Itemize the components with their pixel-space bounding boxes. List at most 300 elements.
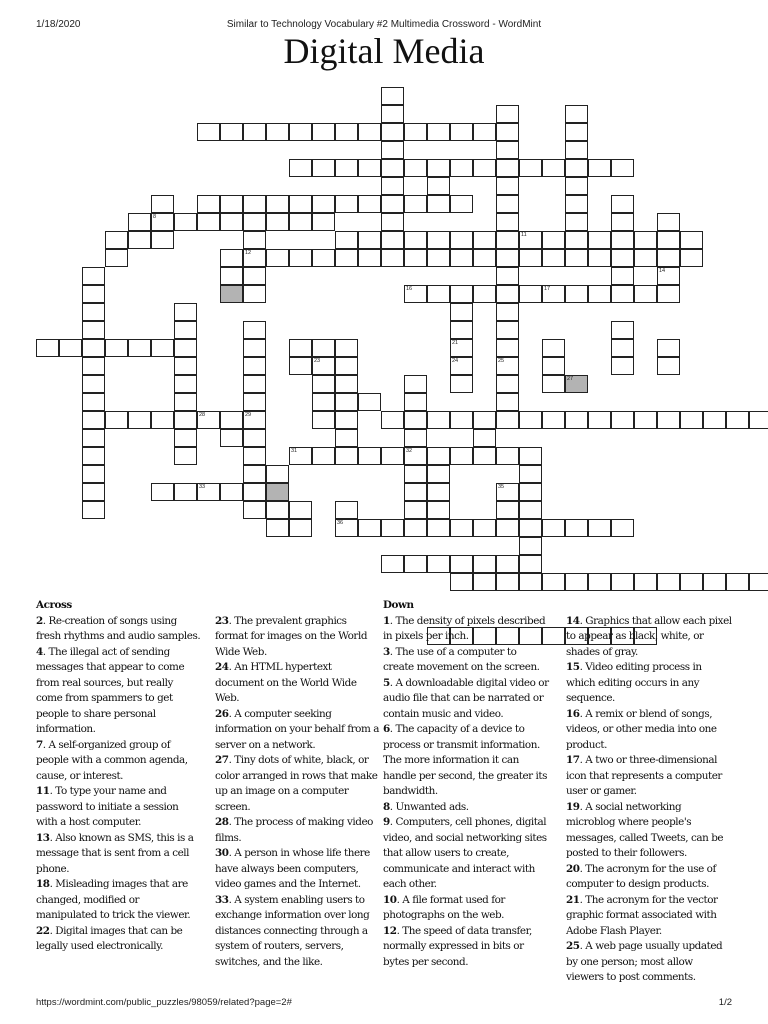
- crossword-cell[interactable]: [657, 285, 680, 303]
- crossword-cell[interactable]: [266, 249, 289, 267]
- crossword-cell[interactable]: [634, 573, 657, 591]
- crossword-cell[interactable]: [611, 519, 634, 537]
- crossword-cell[interactable]: [197, 195, 220, 213]
- crossword-cell[interactable]: [197, 483, 220, 501]
- crossword-cell[interactable]: [634, 249, 657, 267]
- crossword-cell[interactable]: [335, 393, 358, 411]
- crossword-cell[interactable]: [82, 501, 105, 519]
- crossword-cell[interactable]: [335, 357, 358, 375]
- crossword-cell[interactable]: [243, 411, 266, 429]
- crossword-cell[interactable]: [657, 231, 680, 249]
- crossword-cell[interactable]: [450, 123, 473, 141]
- crossword-cell[interactable]: [289, 123, 312, 141]
- crossword-cell[interactable]: [404, 483, 427, 501]
- crossword-cell[interactable]: [266, 501, 289, 519]
- crossword-cell[interactable]: [427, 483, 450, 501]
- crossword-cell[interactable]: [335, 195, 358, 213]
- crossword-cell[interactable]: [243, 249, 266, 267]
- crossword-cell[interactable]: [542, 519, 565, 537]
- crossword-cell[interactable]: [565, 411, 588, 429]
- crossword-cell[interactable]: [496, 231, 519, 249]
- crossword-cell[interactable]: [749, 573, 768, 591]
- crossword-cell[interactable]: [611, 321, 634, 339]
- crossword-cell[interactable]: [243, 429, 266, 447]
- crossword-cell[interactable]: [519, 483, 542, 501]
- crossword-cell[interactable]: [381, 231, 404, 249]
- crossword-cell[interactable]: [335, 501, 358, 519]
- crossword-cell[interactable]: [289, 195, 312, 213]
- crossword-cell[interactable]: [381, 141, 404, 159]
- crossword-cell[interactable]: [450, 231, 473, 249]
- crossword-cell[interactable]: [335, 429, 358, 447]
- crossword-cell[interactable]: [243, 285, 266, 303]
- crossword-cell[interactable]: [105, 231, 128, 249]
- crossword-cell[interactable]: [289, 159, 312, 177]
- crossword-cell[interactable]: [105, 339, 128, 357]
- crossword-cell[interactable]: [151, 411, 174, 429]
- crossword-cell[interactable]: [565, 213, 588, 231]
- crossword-cell[interactable]: [289, 519, 312, 537]
- crossword-cell[interactable]: [427, 285, 450, 303]
- crossword-cell[interactable]: [749, 411, 768, 429]
- crossword-cell[interactable]: [519, 555, 542, 573]
- crossword-cell[interactable]: [703, 573, 726, 591]
- crossword-cell[interactable]: [496, 555, 519, 573]
- crossword-cell[interactable]: [496, 339, 519, 357]
- crossword-cell[interactable]: [427, 555, 450, 573]
- crossword-cell[interactable]: [312, 249, 335, 267]
- crossword-cell[interactable]: [588, 411, 611, 429]
- crossword-cell[interactable]: [312, 195, 335, 213]
- crossword-cell[interactable]: [473, 573, 496, 591]
- crossword-cell[interactable]: [404, 249, 427, 267]
- crossword-cell[interactable]: [174, 411, 197, 429]
- crossword-cell[interactable]: [82, 429, 105, 447]
- crossword-cell[interactable]: [335, 159, 358, 177]
- crossword-cell[interactable]: [542, 159, 565, 177]
- crossword-cell[interactable]: [59, 339, 82, 357]
- crossword-cell[interactable]: [128, 411, 151, 429]
- crossword-cell[interactable]: [450, 375, 473, 393]
- crossword-cell[interactable]: [358, 159, 381, 177]
- crossword-cell[interactable]: [496, 177, 519, 195]
- crossword-cell[interactable]: [243, 195, 266, 213]
- crossword-cell[interactable]: [611, 573, 634, 591]
- down-clues-col2: [566, 598, 732, 986]
- crossword-cell[interactable]: [404, 285, 427, 303]
- crossword-cell[interactable]: [565, 123, 588, 141]
- crossword-cell[interactable]: [82, 375, 105, 393]
- crossword-cell[interactable]: [243, 267, 266, 285]
- crossword-cell[interactable]: [496, 519, 519, 537]
- crossword-cell[interactable]: [335, 249, 358, 267]
- crossword-cell[interactable]: [542, 339, 565, 357]
- crossword-cell[interactable]: [611, 195, 634, 213]
- crossword-cell[interactable]: [473, 231, 496, 249]
- crossword-cell[interactable]: [473, 123, 496, 141]
- crossword-cell[interactable]: [588, 159, 611, 177]
- crossword-cell[interactable]: [82, 447, 105, 465]
- crossword-cell[interactable]: [519, 519, 542, 537]
- crossword-cell[interactable]: [450, 195, 473, 213]
- crossword-cell[interactable]: [427, 177, 450, 195]
- crossword-cell[interactable]: [519, 573, 542, 591]
- crossword-cell[interactable]: [496, 123, 519, 141]
- crossword-cell[interactable]: [450, 339, 473, 357]
- crossword-cell[interactable]: [312, 357, 335, 375]
- crossword-cell[interactable]: [381, 177, 404, 195]
- crossword-cell[interactable]: [381, 249, 404, 267]
- crossword-cell[interactable]: [657, 339, 680, 357]
- crossword-cell[interactable]: [174, 429, 197, 447]
- crossword-cell[interactable]: [588, 519, 611, 537]
- crossword-cell[interactable]: [243, 357, 266, 375]
- crossword-cell[interactable]: [82, 483, 105, 501]
- crossword-cell[interactable]: [289, 213, 312, 231]
- crossword-cell[interactable]: [519, 249, 542, 267]
- crossword-cell[interactable]: [312, 393, 335, 411]
- crossword-cell[interactable]: [450, 411, 473, 429]
- crossword-cell[interactable]: [381, 105, 404, 123]
- crossword-cell[interactable]: [565, 195, 588, 213]
- crossword-cell[interactable]: [174, 213, 197, 231]
- crossword-cell[interactable]: [243, 393, 266, 411]
- crossword-cell[interactable]: [220, 483, 243, 501]
- crossword-cell[interactable]: [335, 447, 358, 465]
- crossword-cell[interactable]: [450, 285, 473, 303]
- crossword-cell[interactable]: [473, 519, 496, 537]
- crossword-cell[interactable]: [243, 375, 266, 393]
- crossword-cell[interactable]: [565, 105, 588, 123]
- crossword-cell[interactable]: [312, 123, 335, 141]
- crossword-cell[interactable]: [473, 159, 496, 177]
- crossword-cell[interactable]: [243, 123, 266, 141]
- crossword-cell[interactable]: [82, 321, 105, 339]
- crossword-cell[interactable]: [519, 501, 542, 519]
- crossword-cell[interactable]: [542, 357, 565, 375]
- crossword-cell[interactable]: [404, 447, 427, 465]
- crossword-cell[interactable]: [427, 249, 450, 267]
- crossword-cell[interactable]: [450, 249, 473, 267]
- crossword-cell[interactable]: [82, 465, 105, 483]
- crossword-cell[interactable]: [404, 375, 427, 393]
- crossword-cell[interactable]: [496, 447, 519, 465]
- crossword-cell[interactable]: [312, 339, 335, 357]
- crossword-cell[interactable]: [450, 357, 473, 375]
- crossword-cell[interactable]: [174, 303, 197, 321]
- crossword-cell[interactable]: [82, 411, 105, 429]
- crossword-cell[interactable]: [404, 393, 427, 411]
- crossword-cell[interactable]: [427, 159, 450, 177]
- crossword-cell[interactable]: [657, 213, 680, 231]
- crossword-cell[interactable]: [312, 447, 335, 465]
- crossword-cell[interactable]: [496, 195, 519, 213]
- crossword-cell[interactable]: [266, 213, 289, 231]
- crossword-cell[interactable]: [496, 573, 519, 591]
- crossword-cell[interactable]: [726, 573, 749, 591]
- crossword-cell[interactable]: [358, 231, 381, 249]
- crossword-cell[interactable]: [404, 429, 427, 447]
- crossword-cell[interactable]: [611, 213, 634, 231]
- crossword-cell[interactable]: [496, 213, 519, 231]
- crossword-cell[interactable]: [680, 231, 703, 249]
- crossword-cell[interactable]: [427, 123, 450, 141]
- crossword-cell[interactable]: [565, 573, 588, 591]
- crossword-cell[interactable]: [335, 411, 358, 429]
- crossword-cell[interactable]: [312, 375, 335, 393]
- crossword-cell[interactable]: [358, 249, 381, 267]
- crossword-cell[interactable]: [496, 321, 519, 339]
- crossword-cell[interactable]: [588, 573, 611, 591]
- crossword-cell[interactable]: [427, 195, 450, 213]
- crossword-cell[interactable]: [496, 303, 519, 321]
- crossword-cell[interactable]: [404, 159, 427, 177]
- crossword-cell[interactable]: [82, 339, 105, 357]
- crossword-cell[interactable]: [611, 267, 634, 285]
- crossword-cell[interactable]: [335, 339, 358, 357]
- crossword-cell[interactable]: [174, 339, 197, 357]
- crossword-cell[interactable]: [473, 447, 496, 465]
- crossword-cell[interactable]: [197, 213, 220, 231]
- crossword-cell[interactable]: [450, 447, 473, 465]
- crossword-cell[interactable]: [450, 573, 473, 591]
- crossword-cell[interactable]: [243, 213, 266, 231]
- crossword-cell[interactable]: [611, 249, 634, 267]
- crossword-cell[interactable]: [381, 159, 404, 177]
- crossword-cell[interactable]: [634, 411, 657, 429]
- crossword-cell[interactable]: [473, 411, 496, 429]
- crossword-cell[interactable]: [243, 501, 266, 519]
- crossword-cell[interactable]: [657, 411, 680, 429]
- crossword-cell[interactable]: [151, 339, 174, 357]
- crossword-cell[interactable]: [726, 411, 749, 429]
- crossword-cell[interactable]: [404, 231, 427, 249]
- crossword-cell[interactable]: [197, 123, 220, 141]
- crossword-cell[interactable]: [450, 159, 473, 177]
- crossword-cell[interactable]: [197, 411, 220, 429]
- crossword-cell[interactable]: [565, 285, 588, 303]
- crossword-cell[interactable]: [519, 285, 542, 303]
- crossword-cell[interactable]: [404, 123, 427, 141]
- crossword-cell[interactable]: [289, 357, 312, 375]
- crossword-cell[interactable]: [128, 339, 151, 357]
- crossword-cell[interactable]: [427, 447, 450, 465]
- crossword-cell[interactable]: [243, 465, 266, 483]
- crossword-cell[interactable]: [473, 285, 496, 303]
- crossword-cell[interactable]: [105, 249, 128, 267]
- crossword-cell[interactable]: [450, 321, 473, 339]
- crossword-cell[interactable]: [381, 411, 404, 429]
- crossword-cell[interactable]: [220, 123, 243, 141]
- crossword-cell[interactable]: [473, 555, 496, 573]
- crossword-cell[interactable]: [174, 483, 197, 501]
- crossword-cell[interactable]: [220, 411, 243, 429]
- crossword-cell[interactable]: [220, 213, 243, 231]
- crossword-cell[interactable]: [634, 285, 657, 303]
- crossword-cell[interactable]: [289, 249, 312, 267]
- crossword-cell[interactable]: [565, 141, 588, 159]
- crossword-cell[interactable]: [312, 411, 335, 429]
- crossword-cell[interactable]: [82, 285, 105, 303]
- crossword-cell[interactable]: [657, 357, 680, 375]
- crossword-cell[interactable]: [496, 267, 519, 285]
- crossword-cell[interactable]: [565, 519, 588, 537]
- crossword-cell[interactable]: [657, 267, 680, 285]
- crossword-cell[interactable]: [358, 519, 381, 537]
- crossword-cell[interactable]: [381, 555, 404, 573]
- crossword-cell[interactable]: [358, 123, 381, 141]
- crossword-cell[interactable]: [243, 339, 266, 357]
- crossword-cell[interactable]: [519, 231, 542, 249]
- crossword-cell[interactable]: [381, 447, 404, 465]
- crossword-cell[interactable]: [496, 285, 519, 303]
- crossword-cell[interactable]: [519, 537, 542, 555]
- crossword-cell[interactable]: [151, 483, 174, 501]
- crossword-cell[interactable]: [82, 303, 105, 321]
- crossword-cell[interactable]: [220, 429, 243, 447]
- crossword-cell[interactable]: [358, 393, 381, 411]
- crossword-cell[interactable]: [565, 177, 588, 195]
- crossword-cell[interactable]: [335, 375, 358, 393]
- crossword-cell[interactable]: [82, 267, 105, 285]
- crossword-cell[interactable]: [266, 465, 289, 483]
- crossword-cell[interactable]: [289, 339, 312, 357]
- crossword-cell[interactable]: [496, 483, 519, 501]
- crossword-cell[interactable]: [266, 123, 289, 141]
- crossword-cell[interactable]: [680, 411, 703, 429]
- crossword-cell[interactable]: [588, 249, 611, 267]
- crossword-cell[interactable]: [128, 231, 151, 249]
- crossword-cell[interactable]: [381, 87, 404, 105]
- crossword-cell[interactable]: [519, 447, 542, 465]
- crossword-cell[interactable]: [542, 285, 565, 303]
- crossword-cell[interactable]: [542, 411, 565, 429]
- crossword-cell[interactable]: [174, 447, 197, 465]
- crossword-cell[interactable]: [404, 465, 427, 483]
- crossword-cell[interactable]: [542, 231, 565, 249]
- crossword-cell[interactable]: [496, 159, 519, 177]
- crossword-cell[interactable]: [381, 195, 404, 213]
- crossword-cell[interactable]: [473, 249, 496, 267]
- crossword-cell[interactable]: [404, 411, 427, 429]
- crossword-cell[interactable]: [174, 375, 197, 393]
- crossword-cell[interactable]: [427, 519, 450, 537]
- crossword-cell[interactable]: [634, 231, 657, 249]
- crossword-cell[interactable]: [404, 195, 427, 213]
- crossword-cell[interactable]: [151, 195, 174, 213]
- crossword-cell[interactable]: [680, 573, 703, 591]
- clue-item: 12. The speed of data transfer, normally expressed in bits or bytes per second.: [383, 924, 532, 968]
- crossword-cell[interactable]: [243, 447, 266, 465]
- crossword-cell[interactable]: [611, 411, 634, 429]
- crossword-cell[interactable]: [565, 249, 588, 267]
- crossword-cell[interactable]: [450, 555, 473, 573]
- crossword-cell[interactable]: [565, 231, 588, 249]
- crossword-cell[interactable]: [243, 321, 266, 339]
- crossword-cell[interactable]: [289, 447, 312, 465]
- crossword-cell[interactable]: [82, 357, 105, 375]
- crossword-cell[interactable]: [312, 159, 335, 177]
- crossword-cell[interactable]: [542, 573, 565, 591]
- crossword-cell[interactable]: [36, 339, 59, 357]
- crossword-cell[interactable]: [588, 231, 611, 249]
- crossword-cell[interactable]: [565, 159, 588, 177]
- crossword-cell[interactable]: [588, 285, 611, 303]
- crossword-cell[interactable]: [381, 519, 404, 537]
- crossword-cell[interactable]: [542, 249, 565, 267]
- crossword-cell[interactable]: [703, 411, 726, 429]
- crossword-cell[interactable]: [427, 465, 450, 483]
- crossword-cell[interactable]: [427, 411, 450, 429]
- crossword-cell[interactable]: [220, 249, 243, 267]
- crossword-cell[interactable]: [496, 393, 519, 411]
- crossword-cell[interactable]: [243, 231, 266, 249]
- crossword-cell[interactable]: [404, 519, 427, 537]
- crossword-cell[interactable]: [519, 465, 542, 483]
- crossword-cell[interactable]: [151, 213, 174, 231]
- crossword-cell[interactable]: [312, 213, 335, 231]
- crossword-cell[interactable]: [220, 195, 243, 213]
- crossword-cell[interactable]: [496, 105, 519, 123]
- crossword-cell[interactable]: [542, 375, 565, 393]
- crossword-cell[interactable]: [358, 195, 381, 213]
- crossword-cell[interactable]: [151, 231, 174, 249]
- crossword-cell[interactable]: [473, 429, 496, 447]
- crossword-cell[interactable]: [496, 249, 519, 267]
- crossword-cell[interactable]: [450, 303, 473, 321]
- crossword-cell[interactable]: [243, 483, 266, 501]
- crossword-cell[interactable]: [289, 501, 312, 519]
- crossword-cell[interactable]: [220, 267, 243, 285]
- crossword-cell[interactable]: [427, 231, 450, 249]
- crossword-cell[interactable]: [381, 213, 404, 231]
- crossword-cell[interactable]: [611, 357, 634, 375]
- crossword-cell[interactable]: [611, 159, 634, 177]
- crossword-cell[interactable]: [335, 231, 358, 249]
- crossword-cell[interactable]: [496, 375, 519, 393]
- clue-item: 28. The process of making video films.: [215, 816, 373, 844]
- crossword-cell[interactable]: [496, 501, 519, 519]
- crossword-cell[interactable]: [404, 501, 427, 519]
- crossword-cell[interactable]: [105, 411, 128, 429]
- crossword-cell[interactable]: [128, 213, 151, 231]
- crossword-cell[interactable]: [427, 501, 450, 519]
- crossword-cell[interactable]: [174, 321, 197, 339]
- crossword-cell[interactable]: [496, 357, 519, 375]
- crossword-cell[interactable]: [358, 447, 381, 465]
- crossword-cell[interactable]: [496, 141, 519, 159]
- crossword-cell[interactable]: [611, 231, 634, 249]
- crossword-cell[interactable]: [381, 123, 404, 141]
- crossword-cell[interactable]: [657, 249, 680, 267]
- crossword-cell[interactable]: [335, 123, 358, 141]
- crossword-cell[interactable]: [266, 519, 289, 537]
- crossword-cell[interactable]: [174, 393, 197, 411]
- crossword-cell[interactable]: [680, 249, 703, 267]
- crossword-cell[interactable]: [82, 393, 105, 411]
- crossword-cell[interactable]: [496, 411, 519, 429]
- crossword-cell[interactable]: [519, 411, 542, 429]
- crossword-cell[interactable]: [611, 285, 634, 303]
- crossword-cell[interactable]: [450, 519, 473, 537]
- crossword-cell[interactable]: [335, 519, 358, 537]
- crossword-cell[interactable]: [266, 195, 289, 213]
- crossword-cell[interactable]: [519, 159, 542, 177]
- crossword-cell[interactable]: [611, 339, 634, 357]
- crossword-cell[interactable]: [657, 573, 680, 591]
- crossword-cell[interactable]: [174, 357, 197, 375]
- crossword-cell[interactable]: [404, 555, 427, 573]
